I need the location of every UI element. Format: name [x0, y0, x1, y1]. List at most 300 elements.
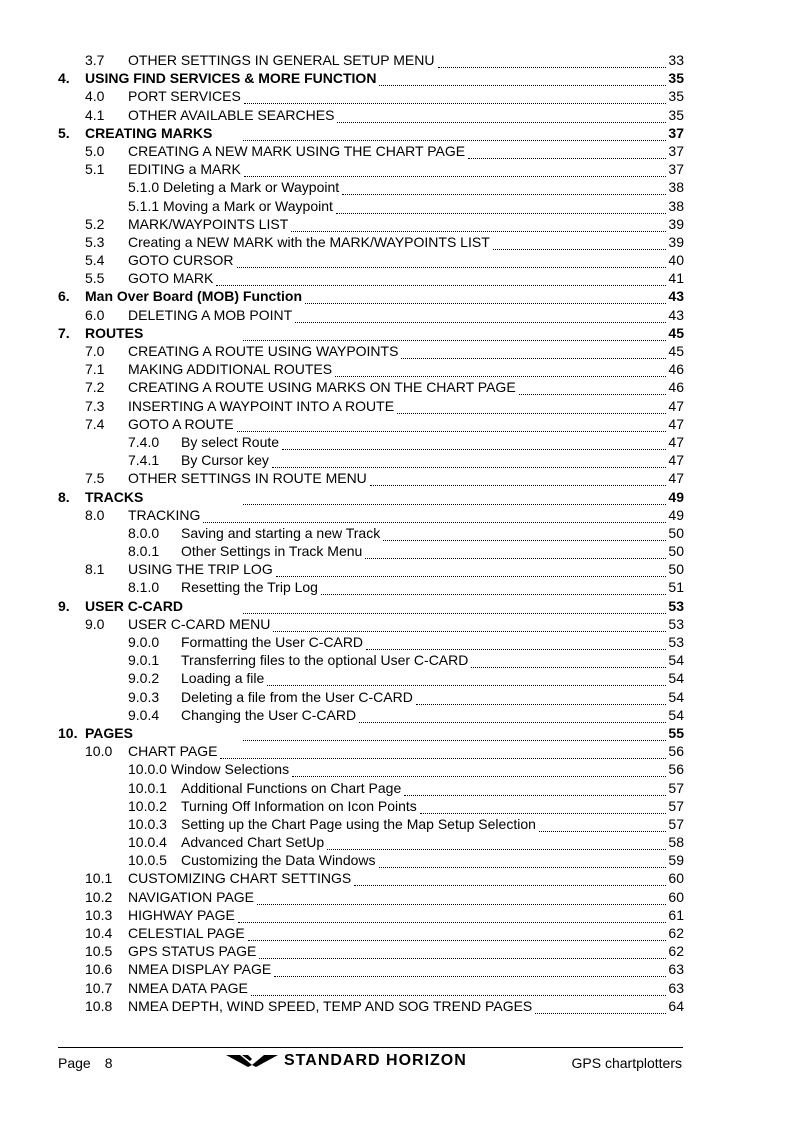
toc-entry-page: 38: [668, 179, 684, 196]
toc-entry-number: 6.: [58, 288, 70, 305]
toc-dot-leader: [354, 873, 666, 886]
toc-entry-page: 46: [668, 379, 684, 396]
toc-entry-page: 47: [668, 433, 684, 450]
toc-entry-line: [128, 506, 684, 524]
toc-entry-title: OTHER AVAILABLE SEARCHES: [128, 106, 335, 123]
standard-horizon-logo: [226, 1052, 467, 1070]
toc-entry: [0, 106, 791, 124]
toc-entry-title: DELETING A MOB POINT: [128, 306, 293, 323]
toc-entry-line: [128, 997, 684, 1015]
toc-entry-page: 50: [668, 543, 684, 560]
toc-dot-leader: [519, 382, 667, 395]
toc-entry-line: [128, 269, 684, 287]
toc-dot-leader: [471, 655, 666, 668]
toc-entry: [0, 960, 791, 978]
toc-entry: [0, 942, 791, 960]
toc-entry-line: [128, 215, 684, 233]
toc-entry: [0, 287, 791, 305]
toc-dot-leader: [366, 637, 666, 650]
toc-entry-number: 10.0: [85, 743, 113, 760]
toc-entry-line: [128, 906, 684, 924]
toc-entry-page: 60: [668, 870, 684, 887]
toc-entry-title: PAGES: [85, 724, 133, 741]
toc-entry-title: INSERTING A WAYPOINT INTO A ROUTE: [128, 397, 395, 414]
toc-entry-line: [181, 451, 684, 469]
toc-entry-page: 54: [668, 706, 684, 723]
toc-entry-title: 5.1.1 Moving a Mark or Waypoint: [128, 197, 333, 214]
toc-dot-leader: [359, 710, 666, 723]
toc-dot-leader: [274, 964, 666, 977]
toc-entry-line: [181, 433, 684, 451]
toc-entry-line: [181, 833, 684, 851]
toc-entry-page: 47: [668, 397, 684, 414]
toc-dot-leader: [336, 201, 667, 214]
toc-entry: [0, 688, 791, 706]
toc-entry-title: Changing the User C-CARD: [181, 706, 357, 723]
toc-entry: [0, 178, 791, 196]
toc-entry: [0, 415, 791, 433]
toc-entry-number: 10.0.2: [128, 797, 167, 814]
toc-entry-line: [181, 815, 684, 833]
toc-entry: [0, 524, 791, 542]
toc-entry-line: [85, 124, 684, 142]
footer-subtitle: GPS chartplotters: [571, 1055, 682, 1071]
toc-entry: [0, 324, 791, 342]
toc-entry: [0, 851, 791, 869]
toc-entry-number: 4.: [58, 70, 70, 87]
toc-entry-page: 47: [668, 452, 684, 469]
toc-entry-line: [128, 979, 684, 997]
toc-entry-number: 10.7: [85, 979, 113, 996]
toc-entry: [0, 651, 791, 669]
toc-entry-number: 7.4.1: [128, 452, 160, 469]
toc-entry: [0, 706, 791, 724]
toc-entry-title: ROUTES: [85, 324, 144, 341]
toc-entry-page: 60: [668, 888, 684, 905]
toc-entry-line: [181, 651, 684, 669]
toc-entry-title: OTHER SETTINGS IN GENERAL SETUP MENU: [128, 52, 435, 68]
toc-entry-title: MAKING ADDITIONAL ROUTES: [128, 361, 333, 378]
toc-dot-leader: [244, 164, 667, 177]
toc-dot-leader: [397, 401, 666, 414]
brand-chevron-icon: [226, 1053, 278, 1069]
toc-entry-number: 9.0.3: [128, 688, 160, 705]
toc-entry: [0, 560, 791, 578]
toc-entry-number: 7.4.0: [128, 433, 160, 450]
toc-dot-leader: [539, 819, 667, 832]
toc-entry-line: [128, 251, 684, 269]
toc-entry: [0, 397, 791, 415]
toc-entry-line: [128, 197, 684, 215]
toc-dot-leader: [243, 492, 666, 505]
toc-entry: [0, 997, 791, 1015]
toc-entry-page: 54: [668, 652, 684, 669]
toc-dot-leader: [321, 582, 666, 595]
toc-entry-number: 6.0: [85, 306, 105, 323]
toc-entry: [0, 197, 791, 215]
toc-entry: [0, 888, 791, 906]
toc-entry-title: Other Settings in Track Menu: [181, 543, 363, 560]
toc-entry-number: 5.4: [85, 252, 105, 269]
toc-entry-page: 61: [668, 906, 684, 923]
toc-dot-leader: [365, 546, 666, 559]
toc-entry: [0, 124, 791, 142]
toc-entry-number: 7.1: [85, 361, 105, 378]
toc-entry-number: 7.5: [85, 470, 105, 487]
toc-entry: [0, 615, 791, 633]
toc-dot-leader: [379, 855, 667, 868]
toc-entry-number: 5.1: [85, 161, 105, 178]
toc-entry-line: [181, 688, 684, 706]
toc-dot-leader: [243, 128, 666, 141]
toc-entry-number: 7.: [58, 324, 70, 341]
toc-entry-number: 8.: [58, 488, 70, 505]
toc-dot-leader: [335, 364, 666, 377]
toc-entry-title: Additional Functions on Chart Page: [181, 779, 402, 796]
toc-entry: [0, 742, 791, 760]
toc-entry-page: 58: [668, 834, 684, 851]
toc-entry-line: [128, 142, 684, 160]
toc-entry-page: 37: [668, 142, 684, 159]
toc-entry-page: 46: [668, 361, 684, 378]
toc-entry-page: 33: [668, 52, 684, 68]
toc-dot-leader: [276, 564, 667, 577]
toc-entry-title: By select Route: [181, 433, 280, 450]
toc-entry-title: CREATING A ROUTE USING WAYPOINTS: [128, 343, 399, 359]
toc-entry: [0, 906, 791, 924]
toc-entry-number: 10.6: [85, 961, 113, 978]
toc-entry-number: 8.0.1: [128, 543, 160, 560]
toc-dot-leader: [244, 91, 667, 104]
toc-entry-page: 49: [668, 488, 684, 505]
toc-entry-page: 56: [668, 761, 684, 778]
toc-entry-line: [181, 706, 684, 724]
toc-entry-title: CREATING MARKS: [85, 124, 213, 141]
toc-entry-number: 8.0.0: [128, 524, 160, 541]
toc-entry-line: [181, 779, 684, 797]
toc-entry: [0, 215, 791, 233]
toc-entry: [0, 869, 791, 887]
page-label: Page: [58, 1055, 91, 1071]
toc-entry-title: CREATING A ROUTE USING MARKS ON THE CHART PAGE: [128, 379, 516, 396]
toc-entry-line: [128, 87, 684, 105]
toc-entry-number: 5.3: [85, 233, 105, 250]
toc-entry-number: 9.0.4: [128, 706, 160, 723]
toc-entry-line: [128, 469, 684, 487]
toc-dot-leader: [493, 237, 667, 250]
toc-entry: [0, 488, 791, 506]
toc-entry-page: 54: [668, 670, 684, 687]
toc-entry-line: [181, 669, 684, 687]
toc-entry-title: USER C-CARD MENU: [128, 615, 271, 632]
toc-entry-number: 9.0.1: [128, 652, 160, 669]
toc-entry-title: USER C-CARD: [85, 597, 183, 614]
toc-entry-line: [181, 797, 684, 815]
toc-entry-line: [128, 397, 684, 415]
toc-entry-number: 5.0: [85, 142, 105, 159]
toc-entry-page: 40: [668, 252, 684, 269]
toc-entry-title: PORT SERVICES: [128, 88, 241, 105]
toc-entry-number: 5.2: [85, 215, 105, 232]
toc-entry-line: [181, 542, 684, 560]
toc-entry: [0, 506, 791, 524]
toc-entry-line: [128, 560, 684, 578]
toc-entry-line: [128, 869, 684, 887]
toc-entry-line: [128, 342, 684, 360]
toc-entry: [0, 815, 791, 833]
toc-entry-title: CELESTIAL PAGE: [128, 925, 245, 941]
toc-entry-page: 62: [668, 925, 684, 941]
toc-dot-leader: [282, 437, 666, 450]
toc-entry: [0, 233, 791, 251]
toc-entry-line: [128, 178, 684, 196]
toc-entry-title: EDITING a MARK: [128, 161, 241, 178]
toc-entry: [0, 69, 791, 87]
toc-dot-leader: [292, 764, 666, 777]
toc-entry-page: 37: [668, 161, 684, 178]
toc-entry-line: [128, 924, 684, 942]
toc-entry-title: Deleting a file from the User C-CARD: [181, 688, 413, 705]
toc-dot-leader: [243, 601, 666, 614]
toc-dot-leader: [273, 619, 666, 632]
toc-dot-leader: [243, 328, 666, 341]
toc-entry-title: Customizing the Data Windows: [181, 852, 376, 869]
toc-entry-line: [128, 960, 684, 978]
toc-entry-page: 45: [668, 324, 684, 341]
toc-dot-leader: [379, 73, 666, 86]
toc-entry-title: Loading a file: [181, 670, 265, 687]
toc-dot-leader: [468, 146, 666, 159]
toc-entry-line: [128, 233, 684, 251]
toc-entry-title: Resetting the Trip Log: [181, 579, 318, 596]
toc-entry-line: [128, 415, 684, 433]
toc-dot-leader: [291, 219, 666, 232]
toc-dot-leader: [295, 310, 666, 323]
toc-entry-title: NAVIGATION PAGE: [128, 888, 255, 905]
toc-entry-page: 50: [668, 561, 684, 578]
toc-entry-number: 10.0.1: [128, 779, 167, 796]
page-number: 8: [104, 1055, 113, 1071]
toc-dot-leader: [259, 946, 666, 959]
toc-dot-leader: [251, 983, 667, 996]
toc-entry: [0, 779, 791, 797]
toc-dot-leader: [237, 419, 667, 432]
toc-entry-page: 43: [668, 306, 684, 323]
toc-entry-number: 7.0: [85, 343, 105, 359]
toc-entry: [0, 542, 791, 560]
toc-entry: [0, 360, 791, 378]
toc-entry-title: 5.1.0 Deleting a Mark or Waypoint: [128, 179, 340, 196]
toc-entry-page: 57: [668, 779, 684, 796]
toc-entry: [0, 378, 791, 396]
toc-dot-leader: [216, 273, 666, 286]
toc-entry-title: GPS STATUS PAGE: [128, 943, 257, 960]
toc-entry-number: 7.2: [85, 379, 105, 396]
toc-entry-page: 50: [668, 524, 684, 541]
toc-entry: [0, 797, 791, 815]
toc-entry: [0, 724, 791, 742]
toc-entry-title: GOTO CURSOR: [128, 252, 234, 269]
toc-entry-title: CUSTOMIZING CHART SETTINGS: [128, 870, 352, 887]
toc-entry-page: 57: [668, 815, 684, 832]
toc-entry-page: 57: [668, 797, 684, 814]
toc-entry-page: 63: [668, 961, 684, 978]
toc-dot-leader: [243, 728, 666, 741]
toc-dot-leader: [203, 510, 666, 523]
toc-entry-page: 38: [668, 197, 684, 214]
toc-entry-line: [181, 633, 684, 651]
toc-entry-title: GOTO A ROUTE: [128, 415, 234, 432]
toc-entry-title: By Cursor key: [181, 452, 269, 469]
toc-entry-line: [85, 488, 684, 506]
toc-entry: [0, 269, 791, 287]
toc-entry: [0, 597, 791, 615]
footer-page-number: [58, 1055, 113, 1071]
toc-entry-page: 62: [668, 943, 684, 960]
toc-entry-page: 63: [668, 979, 684, 996]
toc-entry-number: 9.0: [85, 615, 105, 632]
toc-entry: [0, 833, 791, 851]
toc-entry-page: 55: [668, 724, 684, 741]
toc-entry-title: HIGHWAY PAGE: [128, 906, 235, 923]
toc-entry-line: [181, 524, 684, 542]
toc-entry-line: [128, 615, 684, 633]
toc-entry: [0, 342, 791, 360]
toc-entry-number: 10.0.5: [128, 852, 167, 869]
toc-entry-page: 51: [668, 579, 684, 596]
toc-entry: [0, 469, 791, 487]
toc-entry-page: 64: [668, 997, 684, 1014]
toc-entry-number: 9.: [58, 597, 70, 614]
toc-dot-leader: [267, 673, 666, 686]
toc-dot-leader: [416, 692, 667, 705]
toc-entry: [0, 924, 791, 942]
toc-entry-title: Transferring files to the optional User C-CARD: [181, 652, 469, 669]
toc-entry-title: USING THE TRIP LOG: [128, 561, 273, 578]
toc-entry-page: 35: [668, 106, 684, 123]
toc-entry: [0, 142, 791, 160]
toc-entry: [0, 979, 791, 997]
toc-entry-title: Formatting the User C-CARD: [181, 634, 364, 650]
footer-divider: [58, 1047, 683, 1048]
toc-entry-title: NMEA DEPTH, WIND SPEED, TEMP AND SOG TREND PAGES: [128, 997, 533, 1014]
toc-entry-line: [128, 51, 684, 69]
toc-entry-line: [128, 760, 684, 778]
toc-entry-number: 8.1: [85, 561, 105, 578]
toc-entry-line: [128, 360, 684, 378]
toc-entry-title: TRACKS: [85, 488, 144, 505]
toc-entry-line: [181, 578, 684, 596]
toc-entry-title: 10.0.0 Window Selections: [128, 761, 290, 778]
toc-entry-page: 39: [668, 233, 684, 250]
toc-entry: [0, 451, 791, 469]
toc-entry-title: USING FIND SERVICES & MORE FUNCTION: [85, 70, 377, 87]
toc-entry-line: [85, 69, 684, 87]
toc-entry-line: [128, 378, 684, 396]
toc-entry-title: NMEA DISPLAY PAGE: [128, 961, 272, 978]
toc-entry-line: [128, 160, 684, 178]
toc-entry-number: 3.7: [85, 52, 105, 68]
toc-entry-page: 53: [668, 634, 684, 650]
toc-entry-page: 54: [668, 688, 684, 705]
brand-name: STANDARD HORIZON: [284, 1052, 467, 1069]
toc-entry-number: 10.0.4: [128, 834, 167, 851]
toc-entry-page: 41: [668, 270, 684, 287]
toc-entry-line: [85, 724, 684, 742]
toc-entry: [0, 760, 791, 778]
toc-entry-page: 49: [668, 506, 684, 523]
toc-entry-title: GOTO MARK: [128, 270, 214, 287]
toc-dot-leader: [401, 346, 666, 359]
toc-entry-title: Creating a NEW MARK with the MARK/WAYPOINTS LIST: [128, 233, 490, 250]
toc-entry-line: [85, 324, 684, 342]
toc-entry-title: Turning Off Information on Icon Points: [181, 797, 417, 814]
toc-entry-number: 5.: [58, 124, 70, 141]
toc-entry: [0, 87, 791, 105]
toc-dot-leader: [404, 783, 666, 796]
toc-entry-page: 35: [668, 88, 684, 105]
toc-entry-number: 7.3: [85, 397, 105, 414]
toc-entry: [0, 160, 791, 178]
toc-entry-number: 5.5: [85, 270, 105, 287]
toc-dot-leader: [370, 473, 667, 486]
toc-entry-number: 10.0.3: [128, 815, 167, 832]
toc-entry-number: 10.3: [85, 906, 113, 923]
toc-dot-leader: [257, 892, 666, 905]
toc-entry-page: 47: [668, 470, 684, 487]
toc-entry-number: 10.2: [85, 888, 113, 905]
toc-entry-line: [85, 287, 684, 305]
toc-dot-leader: [383, 528, 666, 541]
toc-entry-line: [128, 106, 684, 124]
toc-dot-leader: [220, 746, 666, 759]
toc-entry: [0, 251, 791, 269]
toc-entry-number: 10.: [58, 724, 78, 741]
toc-entry-line: [128, 942, 684, 960]
toc-entry-number: 8.0: [85, 506, 105, 523]
toc-entry-page: 39: [668, 215, 684, 232]
toc-dot-leader: [420, 801, 667, 814]
toc-dot-leader: [272, 455, 667, 468]
toc-entry-number: 10.8: [85, 997, 113, 1014]
toc-dot-leader: [238, 910, 667, 923]
toc-dot-leader: [337, 110, 666, 123]
toc-entry-title: Saving and starting a new Track: [181, 524, 381, 541]
toc-entry-line: [85, 597, 684, 615]
toc-entry-page: 59: [668, 852, 684, 869]
toc-entry-number: 10.1: [85, 870, 113, 887]
toc-entry-title: Advanced Chart SetUp: [181, 834, 325, 851]
toc-entry-title: Man Over Board (MOB) Function: [85, 288, 302, 305]
toc-entry-title: CREATING A NEW MARK USING THE CHART PAGE: [128, 142, 466, 159]
toc-dot-leader: [438, 55, 667, 68]
toc-entry-number: 9.0.2: [128, 670, 160, 687]
toc-entry-page: 43: [668, 288, 684, 305]
toc-entry-title: OTHER SETTINGS IN ROUTE MENU: [128, 470, 367, 487]
toc-entry: [0, 306, 791, 324]
toc-entry-title: NMEA DATA PAGE: [128, 979, 248, 996]
toc-entry-title: TRACKING: [128, 506, 201, 523]
toc-dot-leader: [305, 291, 666, 304]
toc-dot-leader: [248, 928, 667, 941]
toc-entry-title: MARK/WAYPOINTS LIST: [128, 215, 289, 232]
toc-entry-line: [128, 306, 684, 324]
toc-entry: [0, 433, 791, 451]
toc-dot-leader: [342, 182, 666, 195]
toc-entry-number: 9.0.0: [128, 634, 160, 650]
toc-dot-leader: [237, 255, 667, 268]
toc-entry-page: 53: [668, 597, 684, 614]
